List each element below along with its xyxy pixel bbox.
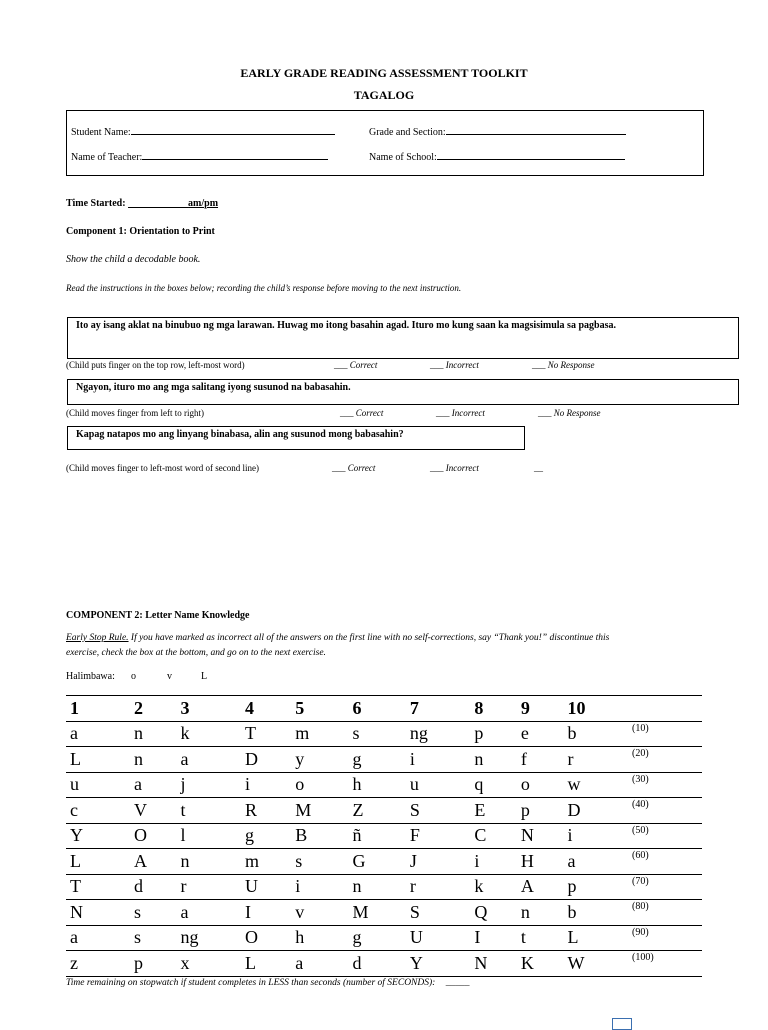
letter-cell[interactable]: u bbox=[410, 772, 474, 798]
component2-heading: COMPONENT 2: Letter Name Knowledge bbox=[66, 610, 250, 621]
letter-cell[interactable]: I bbox=[474, 925, 521, 951]
letter-cell[interactable]: g bbox=[353, 925, 410, 951]
letter-grid-header-row bbox=[66, 696, 702, 722]
letter-cell[interactable]: o bbox=[295, 772, 352, 798]
letter-cell[interactable]: D bbox=[567, 798, 632, 824]
letter-cell[interactable]: U bbox=[410, 925, 474, 951]
component1-read-instruction: Read the instructions in the boxes below; recording the child’s response before moving to the next instruction. bbox=[66, 283, 462, 293]
letter-cell[interactable]: Y bbox=[410, 951, 474, 977]
column-header: 8 bbox=[474, 696, 521, 722]
discontinue-checkbox[interactable] bbox=[612, 1018, 632, 1030]
letter-cell[interactable]: p bbox=[474, 721, 521, 747]
document-title: EARLY GRADE READING ASSESSMENT TOOLKIT bbox=[240, 66, 528, 80]
no-response-option-3[interactable]: __ bbox=[534, 463, 543, 473]
letter-cell[interactable]: p bbox=[521, 798, 568, 824]
component1-heading: Component 1: Orientation to Print bbox=[66, 226, 215, 237]
letter-cell[interactable]: a bbox=[181, 747, 245, 773]
letter-row bbox=[66, 798, 702, 824]
letter-cell[interactable]: J bbox=[410, 849, 474, 875]
letter-row bbox=[66, 721, 702, 747]
row-count: (10) bbox=[632, 721, 702, 747]
student-info-box bbox=[66, 110, 704, 176]
letter-cell[interactable]: x bbox=[181, 951, 245, 977]
letter-cell[interactable]: ng bbox=[181, 925, 245, 951]
letter-cell[interactable]: i bbox=[245, 772, 295, 798]
letter-cell[interactable]: S bbox=[410, 798, 474, 824]
column-header: 3 bbox=[181, 696, 245, 722]
letter-cell[interactable]: m bbox=[295, 721, 352, 747]
time-remaining-blank[interactable]: _____ bbox=[445, 978, 470, 988]
early-stop-rule-continued: exercise, check the box at the bottom, and go on to the next exercise. bbox=[66, 648, 326, 658]
column-header: 7 bbox=[410, 696, 474, 722]
letter-cell[interactable]: n bbox=[134, 747, 181, 773]
student-name-label: Student Name: bbox=[71, 127, 131, 138]
grade-section-field[interactable] bbox=[369, 124, 626, 138]
letter-cell[interactable]: b bbox=[567, 900, 632, 926]
letter-cell[interactable]: i bbox=[410, 747, 474, 773]
letter-cell[interactable]: k bbox=[474, 874, 521, 900]
example-label: Halimbawa: bbox=[66, 671, 115, 682]
letter-cell[interactable]: q bbox=[474, 772, 521, 798]
column-header: 4 bbox=[245, 696, 295, 722]
letter-cell[interactable]: B bbox=[295, 823, 352, 849]
letter-grid bbox=[66, 695, 702, 977]
letter-cell[interactable]: o bbox=[521, 772, 568, 798]
letter-cell[interactable]: h bbox=[353, 772, 410, 798]
letter-cell[interactable]: E bbox=[474, 798, 521, 824]
letter-cell[interactable]: I bbox=[245, 900, 295, 926]
row-count: (40) bbox=[632, 798, 702, 824]
letter-cell[interactable]: c bbox=[66, 798, 134, 824]
no-response-option-2[interactable]: ___ No Response bbox=[538, 408, 601, 418]
letter-cell[interactable]: H bbox=[521, 849, 568, 875]
letter-cell[interactable]: V bbox=[134, 798, 181, 824]
letter-cell[interactable]: S bbox=[410, 900, 474, 926]
response-note-2: (Child moves finger from left to right) bbox=[66, 408, 204, 418]
example-letter: v bbox=[167, 671, 172, 682]
letter-cell[interactable]: y bbox=[295, 747, 352, 773]
column-header: 10 bbox=[567, 696, 632, 722]
letter-cell[interactable]: L bbox=[567, 925, 632, 951]
letter-cell[interactable]: M bbox=[353, 900, 410, 926]
letter-cell[interactable]: ñ bbox=[353, 823, 410, 849]
row-count: (30) bbox=[632, 772, 702, 798]
letter-cell[interactable]: Z bbox=[353, 798, 410, 824]
incorrect-option-2[interactable]: ___ Incorrect bbox=[436, 408, 485, 418]
teacher-label: Name of Teacher: bbox=[71, 152, 143, 163]
letter-cell[interactable]: T bbox=[66, 874, 134, 900]
letter-cell[interactable]: Y bbox=[66, 823, 134, 849]
letter-cell[interactable]: A bbox=[521, 874, 568, 900]
letter-cell[interactable]: Q bbox=[474, 900, 521, 926]
letter-cell[interactable]: m bbox=[245, 849, 295, 875]
incorrect-option-1[interactable]: ___ Incorrect bbox=[430, 360, 479, 370]
time-remaining-instruction bbox=[66, 978, 469, 988]
letter-cell[interactable]: v bbox=[295, 900, 352, 926]
response-note-1: (Child puts finger on the top row, left-most word) bbox=[66, 360, 245, 370]
letter-cell[interactable]: O bbox=[134, 823, 181, 849]
letter-cell[interactable]: j bbox=[181, 772, 245, 798]
instruction-box-3 bbox=[67, 426, 525, 450]
letter-row bbox=[66, 951, 702, 977]
letter-cell[interactable]: g bbox=[353, 747, 410, 773]
column-header: 9 bbox=[521, 696, 568, 722]
letter-cell[interactable]: s bbox=[353, 721, 410, 747]
row-count: (20) bbox=[632, 747, 702, 773]
grade-section-label: Grade and Section: bbox=[369, 127, 446, 138]
letter-cell[interactable]: k bbox=[181, 721, 245, 747]
instruction-prompt-1: Ito ay isang aklat na binubuo ng mga larawan. Huwag mo itong basahin agad. Ituro mo kung saan ka magsisimula sa pagbasa. bbox=[76, 320, 616, 331]
letter-cell[interactable]: a bbox=[134, 772, 181, 798]
letter-row bbox=[66, 772, 702, 798]
letter-cell[interactable]: A bbox=[134, 849, 181, 875]
letter-cell[interactable]: a bbox=[66, 721, 134, 747]
no-response-option-1[interactable]: ___ No Response bbox=[532, 360, 595, 370]
row-count: (80) bbox=[632, 900, 702, 926]
row-count: (60) bbox=[632, 849, 702, 875]
letter-cell[interactable]: L bbox=[66, 849, 134, 875]
letter-cell[interactable]: r bbox=[181, 874, 245, 900]
letter-cell[interactable]: w bbox=[567, 772, 632, 798]
example-letter: L bbox=[201, 671, 208, 682]
letter-cell[interactable]: h bbox=[295, 925, 352, 951]
time-remaining-text: Time remaining on stopwatch if student completes in LESS than seconds (number of SECONDS): bbox=[66, 978, 436, 988]
early-stop-rule-text: If you have marked as incorrect all of the answers on the first line with no self-corrections, say “Thank you!” discontinue this bbox=[128, 633, 610, 643]
time-started-suffix: am/pm bbox=[188, 198, 219, 209]
row-count: (100) bbox=[632, 951, 702, 977]
letter-cell[interactable]: R bbox=[245, 798, 295, 824]
letter-cell[interactable]: n bbox=[474, 747, 521, 773]
letter-cell[interactable]: M bbox=[295, 798, 352, 824]
letter-cell[interactable]: i bbox=[295, 874, 352, 900]
letter-cell[interactable]: a bbox=[66, 925, 134, 951]
letter-cell[interactable]: L bbox=[245, 951, 295, 977]
letter-cell[interactable]: r bbox=[567, 747, 632, 773]
letter-cell[interactable]: N bbox=[521, 823, 568, 849]
letter-row bbox=[66, 823, 702, 849]
letter-cell[interactable]: g bbox=[245, 823, 295, 849]
letter-cell[interactable]: K bbox=[521, 951, 568, 977]
letter-cell[interactable]: s bbox=[134, 900, 181, 926]
letter-cell[interactable]: a bbox=[295, 951, 352, 977]
letter-cell[interactable]: z bbox=[66, 951, 134, 977]
letter-row bbox=[66, 849, 702, 875]
letter-cell[interactable]: a bbox=[181, 900, 245, 926]
row-count: (90) bbox=[632, 925, 702, 951]
early-stop-rule-label: Early Stop Rule. bbox=[66, 633, 129, 643]
correct-option-1[interactable]: ___ Correct bbox=[334, 360, 378, 370]
letter-cell[interactable]: n bbox=[353, 874, 410, 900]
letter-cell[interactable]: O bbox=[245, 925, 295, 951]
time-started[interactable] bbox=[66, 198, 218, 209]
teacher-field[interactable] bbox=[71, 149, 328, 163]
letter-cell[interactable]: n bbox=[181, 849, 245, 875]
row-count: (70) bbox=[632, 874, 702, 900]
letter-cell[interactable]: e bbox=[521, 721, 568, 747]
row-count: (50) bbox=[632, 823, 702, 849]
letter-cell[interactable]: u bbox=[66, 772, 134, 798]
letter-cell[interactable]: ng bbox=[410, 721, 474, 747]
letter-cell[interactable]: L bbox=[66, 747, 134, 773]
letter-row bbox=[66, 900, 702, 926]
instruction-box-2 bbox=[67, 379, 739, 405]
letter-cell[interactable]: i bbox=[474, 849, 521, 875]
student-name-field[interactable] bbox=[71, 124, 335, 138]
letter-cell[interactable]: n bbox=[521, 900, 568, 926]
letter-cell[interactable]: f bbox=[521, 747, 568, 773]
letter-cell[interactable]: U bbox=[245, 874, 295, 900]
letter-cell[interactable]: p bbox=[567, 874, 632, 900]
column-header: 5 bbox=[295, 696, 352, 722]
letter-cell[interactable]: t bbox=[181, 798, 245, 824]
letter-row bbox=[66, 925, 702, 951]
letter-cell[interactable]: s bbox=[295, 849, 352, 875]
letter-cell[interactable]: p bbox=[134, 951, 181, 977]
instruction-prompt-2: Ngayon, ituro mo ang mga salitang iyong susunod na babasahin. bbox=[76, 382, 351, 393]
correct-option-3[interactable]: ___ Correct bbox=[332, 463, 376, 473]
column-header: 2 bbox=[134, 696, 181, 722]
school-label: Name of School: bbox=[369, 152, 437, 163]
letter-cell[interactable]: C bbox=[474, 823, 521, 849]
incorrect-option-3[interactable]: ___ Incorrect bbox=[430, 463, 479, 473]
letter-cell[interactable]: i bbox=[567, 823, 632, 849]
letter-row bbox=[66, 874, 702, 900]
letter-cell[interactable]: r bbox=[410, 874, 474, 900]
letter-cell[interactable]: l bbox=[181, 823, 245, 849]
time-started-label: Time Started: bbox=[66, 198, 126, 209]
letter-cell[interactable]: T bbox=[245, 721, 295, 747]
letter-cell[interactable]: d bbox=[353, 951, 410, 977]
early-stop-rule bbox=[66, 633, 609, 643]
instruction-box-1 bbox=[67, 317, 739, 359]
letter-cell[interactable]: F bbox=[410, 823, 474, 849]
letter-cell[interactable]: D bbox=[245, 747, 295, 773]
letter-cell[interactable]: N bbox=[66, 900, 134, 926]
response-note-3: (Child moves finger to left-most word of second line) bbox=[66, 463, 259, 473]
letter-cell[interactable]: d bbox=[134, 874, 181, 900]
letter-row bbox=[66, 747, 702, 773]
correct-option-2[interactable]: ___ Correct bbox=[340, 408, 384, 418]
letter-cell[interactable]: s bbox=[134, 925, 181, 951]
instruction-prompt-3: Kapag natapos mo ang linyang binabasa, alin ang susunod mong babasahin? bbox=[76, 429, 404, 440]
column-header: 6 bbox=[353, 696, 410, 722]
document-subtitle: TAGALOG bbox=[353, 88, 415, 102]
letter-cell[interactable]: G bbox=[353, 849, 410, 875]
letter-cell[interactable]: a bbox=[567, 849, 632, 875]
letter-cell[interactable]: N bbox=[474, 951, 521, 977]
letter-cell[interactable]: t bbox=[521, 925, 568, 951]
letter-cell[interactable]: b bbox=[567, 721, 632, 747]
column-header: 1 bbox=[66, 696, 134, 722]
letter-cell[interactable]: W bbox=[567, 951, 632, 977]
school-field[interactable] bbox=[369, 149, 625, 163]
letter-cell[interactable]: n bbox=[134, 721, 181, 747]
example-letter: o bbox=[131, 671, 136, 682]
component1-show-instruction: Show the child a decodable book. bbox=[66, 254, 201, 265]
